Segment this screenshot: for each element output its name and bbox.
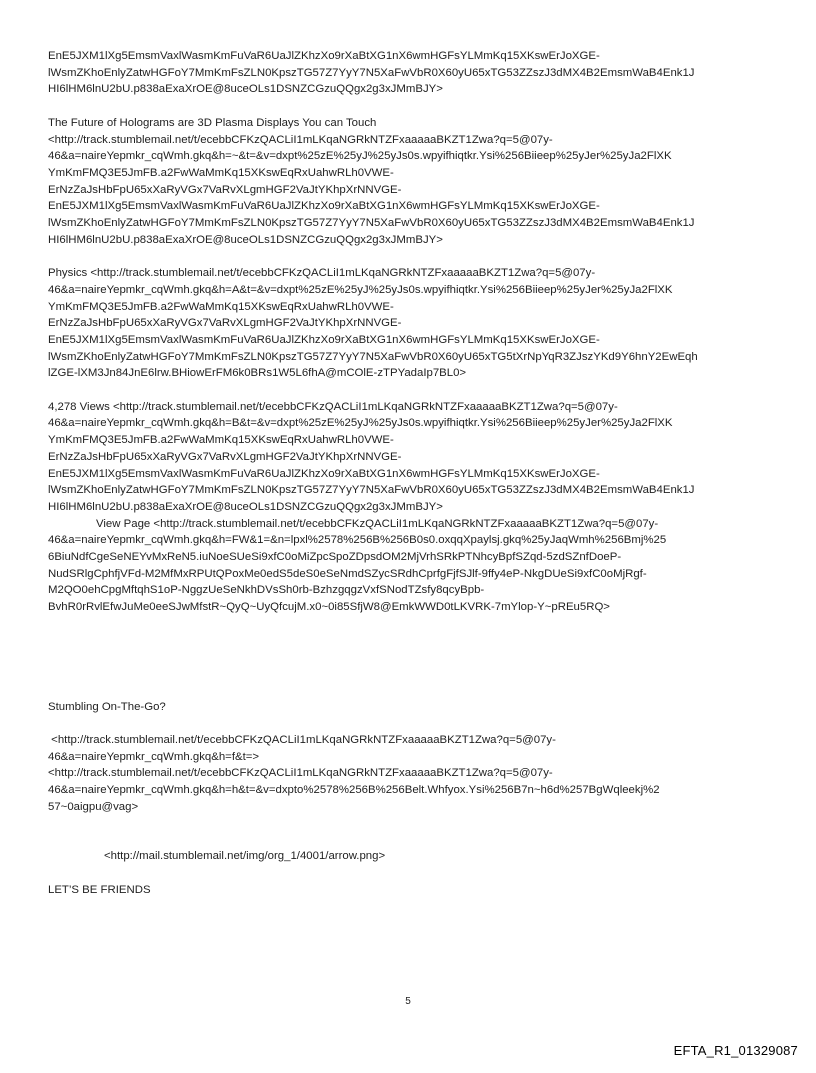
text-line: ErNzZaJsHbFpU65xXaRyVGx7VaRvXLgmHGF2VaJtYKhpXrNNVGE- [48,183,402,196]
friends-block [48,882,774,899]
physics-block [48,265,774,382]
text-line: HI6lHM6lnU2bU.p838aExaXrOE@8uceOLs1DSNZCGzuQQgx2g3xJMmBJY> [48,233,443,246]
friends-heading: LET’S BE FRIENDS [48,883,151,896]
physics-link-line[interactable]: Physics <http://track.stumblemail.net/t/ecebbCFKzQACLiI1mLKqaNGRkNTZFxaaaaaBKZT1Zwa?q=5@07y- [48,267,596,280]
stumbling-links [48,732,774,816]
text-line: 46&a=naireYepmkr_cqWmh.gkq&h=FW&1=&n=lpxl%2578%256B%256B0s0.oxqqXpaylsj.gkq%25yJaqWmh%256Bmj%25 [48,534,667,547]
text-line: lWsmZKhoEnlyZatwHGFoY7MmKmFsZLN0KpszTG57Z7YyY7N5XaFwVbR0X60yU65xTG53ZZszJ3dMX4B2EmsmWaB4Enk1J [48,66,695,79]
text-line: ErNzZaJsHbFpU65xXaRyVGx7VaRvXLgmHGF2VaJtYKhpXrNNVGE- [48,450,402,463]
holograms-title: The Future of Holograms are 3D Plasma Displays You can Touch [48,116,377,129]
holograms-block [48,115,774,249]
text-line: 6BiuNdfCgeSeNEYvMxReN5.iuNoeSUeSi9xfC0oMiZpcSpoZDpsdOM2MjVrhSRkPTNhcyBpfSZqd-5zdSZnfDoeP- [48,551,622,564]
tracking-block-top [48,48,774,98]
text-line: lWsmZKhoEnlyZatwHGFoY7MmKmFsZLN0KpszTG57Z7YyY7N5XaFwVbR0X60yU65xTG5tXrNpYqR3ZJszYKd9Y6hnY2EwEqh [48,350,698,363]
text-line: 46&a=naireYepmkr_cqWmh.gkq&h=h&t=&v=dxpto%2578%256B%256Belt.Whfyox.Ysi%256B7n~h6d%257BgWqleekj%2 [48,784,660,797]
bates-number: EFTA_R1_01329087 [673,1043,798,1058]
document-body [48,48,774,915]
spacer [48,633,774,699]
text-line: HI6lHM6lnU2bU.p838aExaXrOE@8uceOLs1DSNZCGzuQQgx2g3xJMmBJY> [48,500,443,513]
text-line: EnE5JXM1lXg5EmsmVaxlWasmKmFuVaR6UaJlZKhzXo9rXaBtXG1nX6wmHGFsYLMmKq15XKswErJoXGE- [48,467,600,480]
text-line: HI6lHM6lnU2bU.p838aExaXrOE@8uceOLs1DSNZCGzuQQgx2g3xJMmBJY> [48,83,443,96]
text-line: NudSRlgCphfjVFd-M2MfMxRPUtQPoxMe0edS5deS0eSeNmdSZycSRdhCprfgFjfSJlf-9ffy4eP-NkgDUeSi9xfC0oMjRgf- [48,567,647,580]
stumbling-link-line[interactable]: <http://track.stumblemail.net/t/ecebbCFKzQACLiI1mLKqaNGRkNTZFxaaaaaBKZT1Zwa?q=5@07y- [48,733,556,746]
view-page-link-line[interactable]: View Page <http://track.stumblemail.net/t/ecebbCFKzQACLiI1mLKqaNGRkNTZFxaaaaaBKZT1Zwa?q=5@07y- [96,517,659,530]
text-line: 57~0aigpu@vag> [48,800,139,813]
text-line: 46&a=naireYepmkr_cqWmh.gkq&h=f&t=> [48,750,260,763]
views-block [48,399,774,616]
text-line: EnE5JXM1lXg5EmsmVaxlWasmKmFuVaR6UaJlZKhzXo9rXaBtXG1nX6wmHGFsYLMmKq15XKswErJoXGE- [48,50,600,62]
text-line[interactable]: <http://track.stumblemail.net/t/ecebbCFKzQACLiI1mLKqaNGRkNTZFxaaaaaBKZT1Zwa?q=5@07y- [48,133,553,146]
text-line: 46&a=naireYepmkr_cqWmh.gkq&h=~&t=&v=dxpt%25zE%25yJ%25yJs0s.wpyifhiqtkr.Ysi%256Biieep%25yJer%25yJa2FlXK [48,150,672,163]
stumbling-heading [48,699,774,716]
text-line: 46&a=naireYepmkr_cqWmh.gkq&h=A&t=&v=dxpt%25zE%25yJ%25yJs0s.wpyifhiqtkr.Ysi%256Biieep%25yJer%25yJa2FlXK [48,283,673,296]
section-heading: Stumbling On-The-Go? [48,700,166,713]
text-line: YmKmFMQ3E5JmFB.a2FwWaMmKq15XKswEqRxUahwRLh0VWE- [48,166,394,179]
stumbling-link-line[interactable]: <http://track.stumblemail.net/t/ecebbCFKzQACLiI1mLKqaNGRkNTZFxaaaaaBKZT1Zwa?q=5@07y- [48,767,553,780]
views-link-line[interactable]: 4,278 Views <http://track.stumblemail.net/t/ecebbCFKzQACLiI1mLKqaNGRkNTZFxaaaaaBKZT1Zwa?q=5@07y- [48,400,618,413]
text-line: EnE5JXM1lXg5EmsmVaxlWasmKmFuVaR6UaJlZKhzXo9rXaBtXG1nX6wmHGFsYLMmKq15XKswErJoXGE- [48,200,600,213]
text-line: YmKmFMQ3E5JmFB.a2FwWaMmKq15XKswEqRxUahwRLh0VWE- [48,300,394,313]
text-line: YmKmFMQ3E5JmFB.a2FwWaMmKq15XKswEqRxUahwRLh0VWE- [48,434,394,447]
page-number: 5 [405,996,411,1007]
text-line: M2QO0ehCpgMftqhS1oP-NggzUeSeNkhDVsSh0rb-BzhzgqgzVxfSNodTZsfy8qcyBpb- [48,584,485,597]
arrow-image-link [48,848,774,865]
spacer [48,832,774,848]
text-line: lWsmZKhoEnlyZatwHGFoY7MmKmFsZLN0KpszTG57Z7YyY7N5XaFwVbR0X60yU65xTG53ZZszJ3dMX4B2EmsmWaB4Enk1J [48,484,695,497]
text-line: lWsmZKhoEnlyZatwHGFoY7MmKmFsZLN0KpszTG57Z7YyY7N5XaFwVbR0X60yU65xTG53ZZszJ3dMX4B2EmsmWaB4Enk1J [48,217,695,230]
arrow-image-url[interactable]: <http://mail.stumblemail.net/img/org_1/4001/arrow.png> [104,850,386,863]
text-line: 46&a=naireYepmkr_cqWmh.gkq&h=B&t=&v=dxpt%25zE%25yJ%25yJs0s.wpyifhiqtkr.Ysi%256Biieep%25yJer%25yJa2FlXK [48,417,673,430]
text-line: BvhR0rRvlEfwJuMe0eeSJwMfstR~QyQ~UyQfcujM.x0~0i85SfjW8@EmkWWD0tLKVRK-7mYlop-Y~pREu5RQ> [48,601,610,614]
text-line: EnE5JXM1lXg5EmsmVaxlWasmKmFuVaR6UaJlZKhzXo9rXaBtXG1nX6wmHGFsYLMmKq15XKswErJoXGE- [48,333,600,346]
text-line: lZGE-lXM3Jn84JnE6lrw.BHiowErFM6k0BRs1W5L6fhA@mCOlE-zTPYadaIp7BL0> [48,367,467,380]
text-line: ErNzZaJsHbFpU65xXaRyVGx7VaRvXLgmHGF2VaJtYKhpXrNNVGE- [48,317,402,330]
